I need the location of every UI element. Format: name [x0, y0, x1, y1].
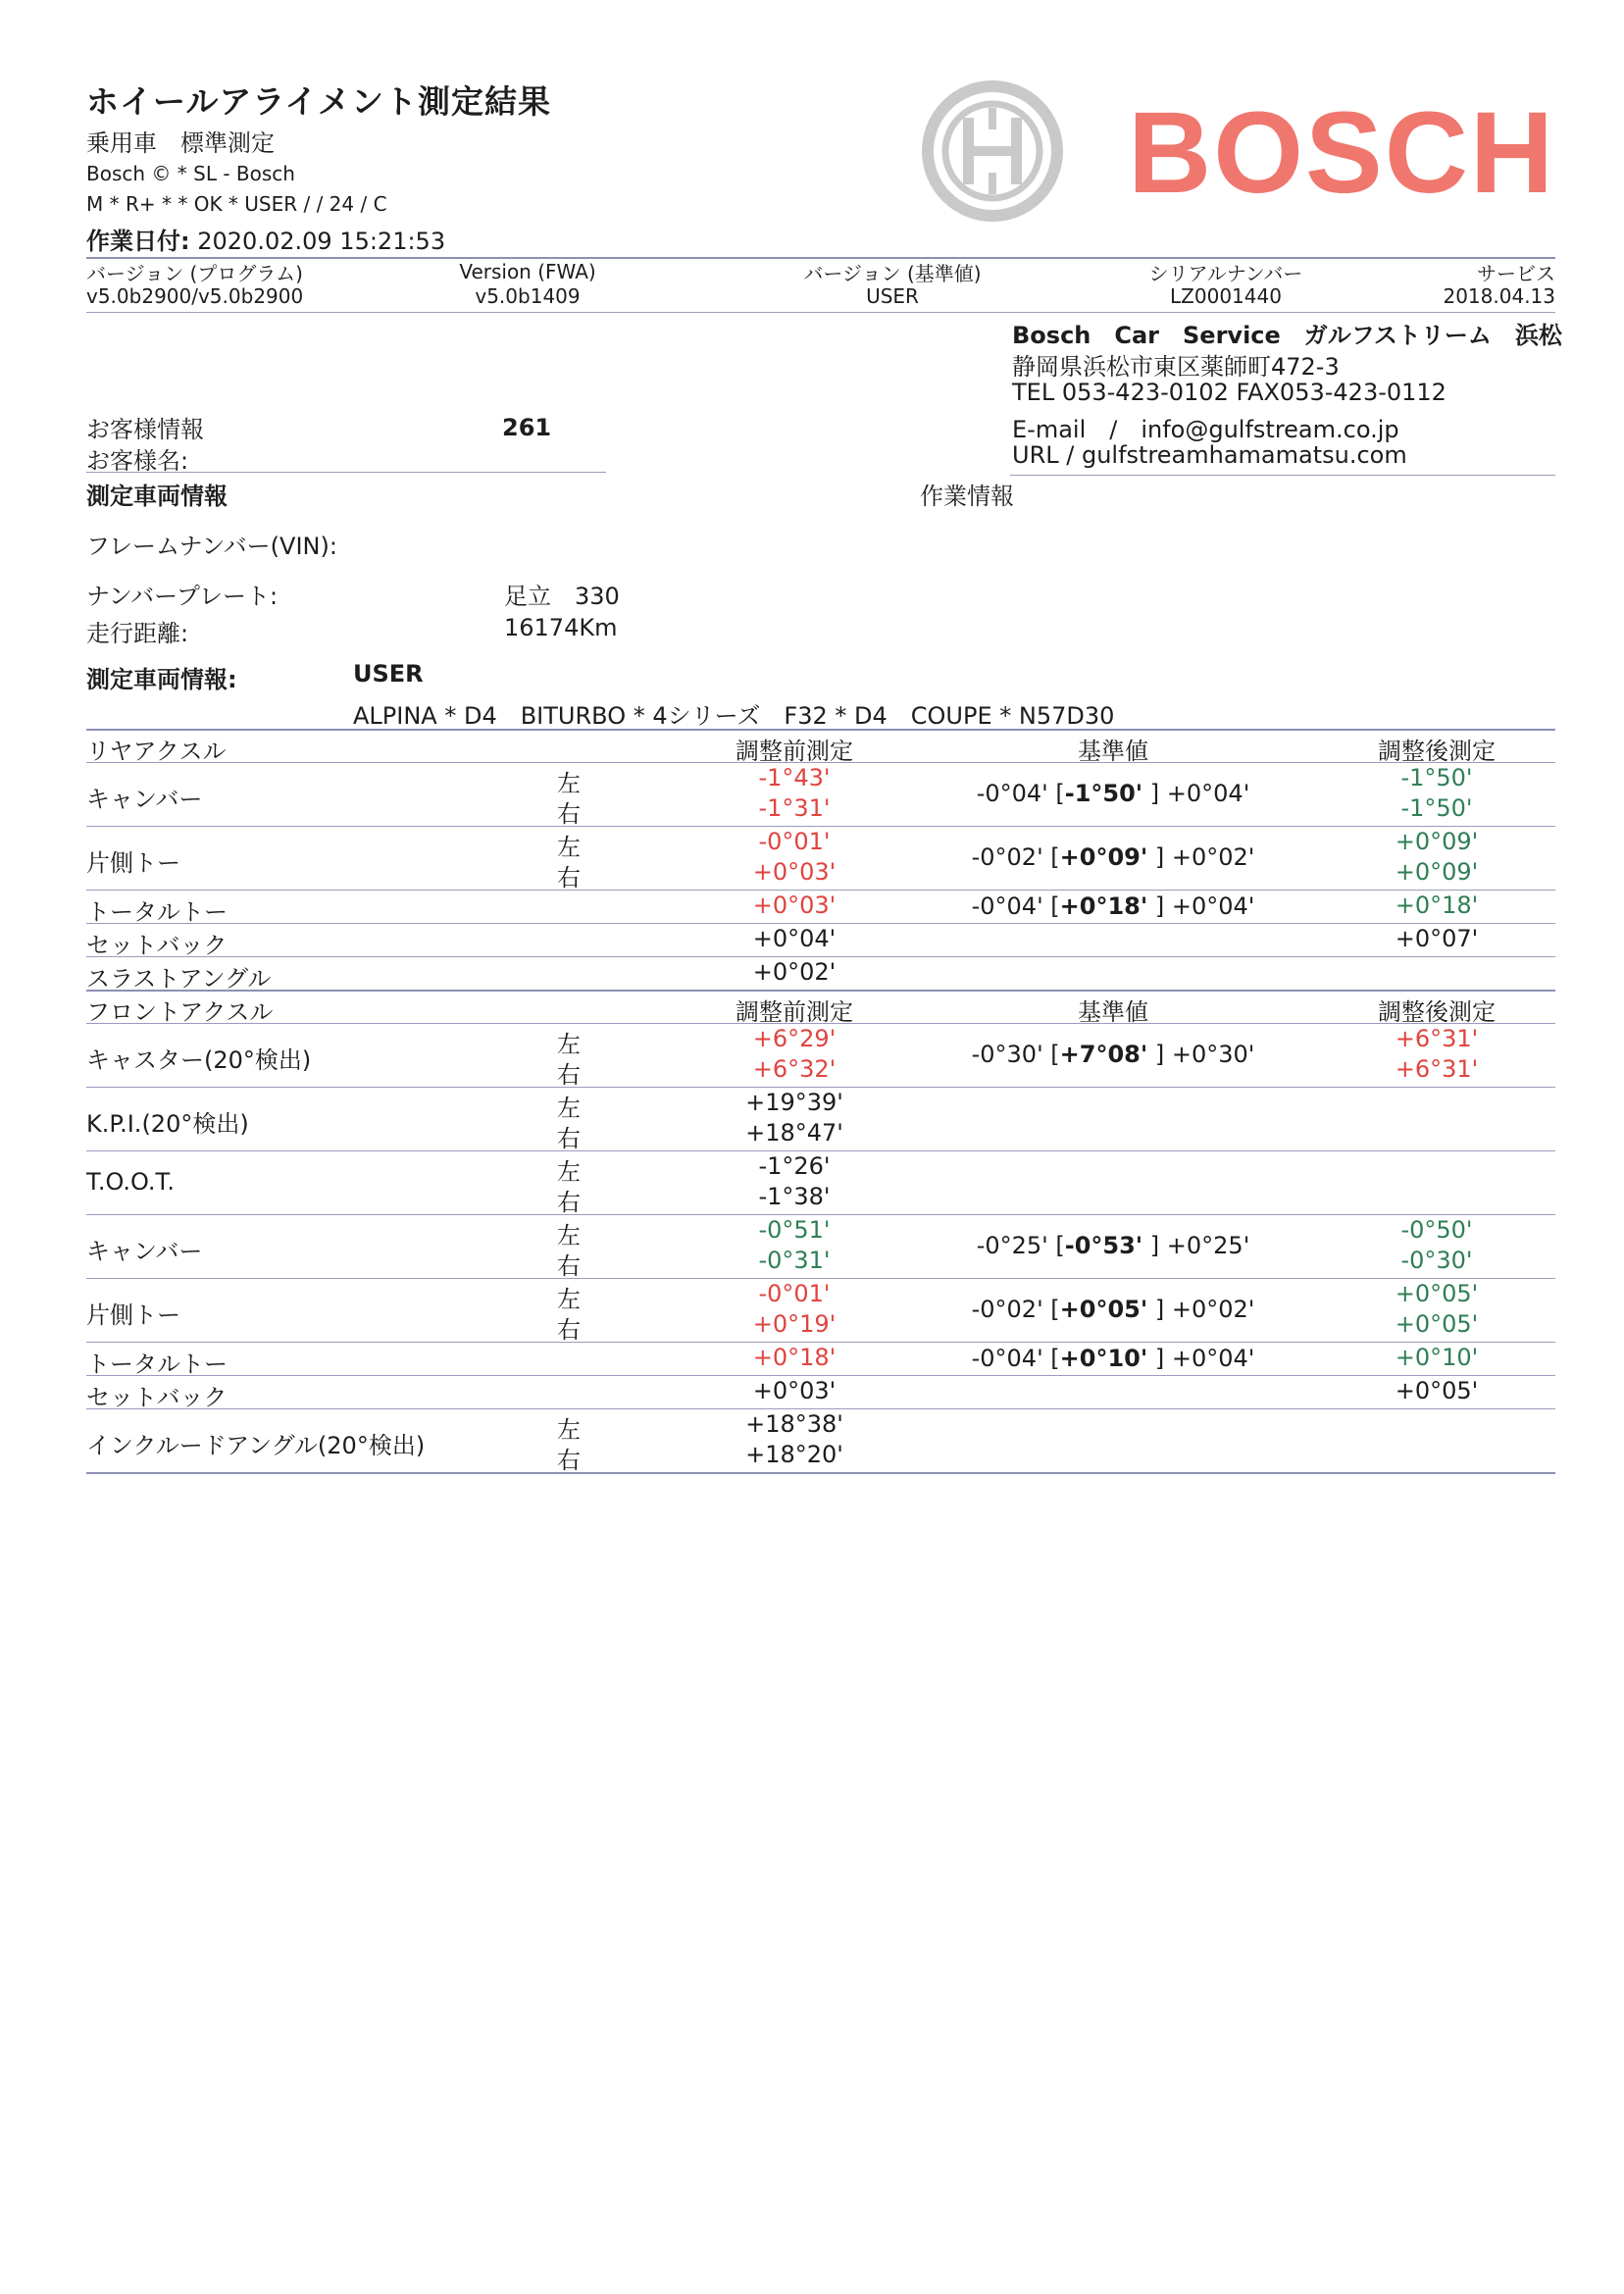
header-line-3: Bosch © * SL - Bosch [86, 162, 295, 185]
divider [86, 1150, 1555, 1151]
before-value: -1°31' [758, 794, 831, 822]
report-title: ホイールアライメント測定結果 [86, 82, 552, 121]
spec-min: -0°04' [ [971, 1344, 1060, 1372]
row-label: セットバック [86, 1383, 228, 1411]
row-label: キャスター(20°検出) [86, 1046, 312, 1074]
vehicle-info-user: USER [353, 660, 424, 688]
spec-range [941, 892, 1285, 920]
divider [86, 1214, 1555, 1215]
serial-number-value: LZ0001440 [1170, 284, 1282, 308]
before-value: +18°47' [745, 1119, 843, 1147]
before-value: +6°32' [752, 1055, 837, 1083]
front-axle-title: フロントアクスル [86, 998, 274, 1026]
report-subtitle: 乗用車 標準測定 [86, 129, 275, 157]
before-value: -0°01' [758, 828, 831, 855]
front-col-after: 調整後測定 [1378, 998, 1496, 1026]
side-left-label: 左 [557, 1416, 581, 1444]
customer-name-label: お客様名: [86, 447, 189, 475]
before-value: -1°43' [758, 764, 831, 791]
row-label: 片側トー [86, 1301, 180, 1329]
divider [86, 762, 1555, 763]
spec-nominal: +7°08' [1059, 1041, 1148, 1068]
rear-col-before: 調整前測定 [736, 738, 853, 765]
divider [86, 1408, 1555, 1409]
side-right-label: 右 [557, 1316, 581, 1344]
row-label: T.O.O.T. [86, 1168, 175, 1196]
shop-tel: TEL 053-423-0102 FAX053-423-0112 [1012, 379, 1446, 406]
divider [86, 1342, 1555, 1343]
side-right-label: 右 [557, 1189, 581, 1216]
divider [1010, 475, 1555, 476]
divider [86, 1278, 1555, 1279]
spec-nominal: +0°09' [1059, 843, 1148, 871]
side-left-label: 左 [557, 770, 581, 797]
spec-max: ] +0°02' [1147, 843, 1255, 871]
spec-max: ] +0°04' [1147, 892, 1255, 920]
bosch-logo-text: BOSCH [1128, 88, 1556, 218]
version-program-label: バージョン (プログラム) [86, 262, 303, 285]
before-value: -1°38' [758, 1183, 831, 1210]
front-col-spec: 基準値 [1078, 998, 1148, 1026]
after-value: +0°05' [1395, 1310, 1479, 1338]
spec-range [941, 1296, 1285, 1323]
spec-min: -0°04' [ [971, 892, 1060, 920]
front-col-before: 調整前測定 [736, 998, 853, 1026]
divider [86, 1087, 1555, 1088]
after-value: +0°18' [1395, 892, 1479, 919]
divider [86, 890, 1555, 891]
side-left-label: 左 [557, 1031, 581, 1058]
shop-email: E-mail / info@gulfstream.co.jp [1012, 416, 1399, 443]
rear-col-after: 調整後測定 [1378, 738, 1496, 765]
row-label: 片側トー [86, 849, 180, 877]
work-date-value: 2020.02.09 15:21:53 [197, 228, 446, 255]
customer-info-value: 261 [502, 414, 552, 441]
spec-nominal: +0°18' [1059, 892, 1148, 920]
divider [86, 729, 1555, 731]
shop-name: Bosch Car Service ガルフストリーム 浜松 [1012, 322, 1562, 349]
spec-nominal: +0°10' [1059, 1344, 1148, 1372]
spec-min: -0°04' [ [976, 780, 1065, 807]
after-value: -1°50' [1400, 764, 1473, 791]
version-spec-value: USER [866, 284, 919, 308]
rear-col-spec: 基準値 [1078, 738, 1148, 765]
work-info-title: 作業情報 [920, 483, 1014, 510]
side-left-label: 左 [557, 1222, 581, 1249]
work-date-label: 作業日付: [86, 228, 190, 255]
spec-max: ] +0°04' [1147, 1344, 1255, 1372]
spec-range [941, 1345, 1285, 1372]
before-value: +19°39' [745, 1089, 843, 1116]
spec-nominal: +0°05' [1059, 1296, 1148, 1323]
row-label: K.P.I.(20°検出) [86, 1110, 249, 1138]
after-value: +0°05' [1395, 1377, 1479, 1404]
row-label: トータルトー [86, 1350, 228, 1378]
header-line-4: M * R+ * * OK * USER / / 24 / C [86, 192, 387, 216]
service-label: サービス [1477, 262, 1555, 285]
divider [86, 1375, 1555, 1376]
after-value: +0°09' [1395, 828, 1479, 855]
row-label: キャンバー [86, 1238, 203, 1265]
plate-value: 足立 330 [504, 583, 620, 610]
before-value: +0°03' [752, 1377, 837, 1404]
after-value: +0°10' [1395, 1344, 1479, 1371]
before-value: +0°02' [752, 958, 837, 986]
side-left-label: 左 [557, 1286, 581, 1313]
side-left-label: 左 [557, 1158, 581, 1186]
spec-min: -0°25' [ [976, 1232, 1065, 1259]
version-program-value: v5.0b2900/v5.0b2900 [86, 284, 304, 308]
side-right-label: 右 [557, 1061, 581, 1089]
row-label: スラストアングル [86, 964, 272, 993]
side-right-label: 右 [557, 864, 581, 892]
spec-range [941, 843, 1285, 871]
shop-address: 静岡県浜松市東区薬師町472-3 [1012, 353, 1340, 381]
after-value: +0°09' [1395, 858, 1479, 886]
divider [86, 312, 1555, 313]
after-value: -0°50' [1400, 1216, 1473, 1244]
work-date [86, 222, 445, 256]
spec-min: -0°02' [ [971, 1296, 1060, 1323]
spec-range [941, 1232, 1285, 1259]
vehicle-section-title: 測定車両情報 [86, 483, 228, 510]
mileage-label: 走行距離: [86, 620, 189, 647]
side-right-label: 右 [557, 1125, 581, 1152]
before-value: +0°18' [752, 1344, 837, 1371]
before-value: -0°31' [758, 1247, 831, 1274]
row-label: トータルトー [86, 897, 228, 926]
before-value: +0°19' [752, 1310, 837, 1338]
divider [86, 956, 1555, 957]
spec-max: ] +0°02' [1147, 1296, 1255, 1323]
row-label: インクルードアングル(20°検出) [86, 1432, 426, 1459]
divider [86, 990, 1555, 992]
spec-max: ] +0°04' [1142, 780, 1250, 807]
spec-range [941, 1041, 1285, 1068]
spec-nominal: -0°53' [1064, 1232, 1143, 1259]
mileage-value: 16174Km [504, 614, 618, 641]
serial-number-label: シリアルナンバー [1148, 262, 1303, 285]
spec-max: ] +0°30' [1147, 1041, 1255, 1068]
after-value: -0°30' [1400, 1247, 1473, 1274]
spec-range [941, 780, 1285, 807]
row-label: セットバック [86, 931, 228, 959]
service-value: 2018.04.13 [1443, 284, 1555, 308]
after-value: +0°05' [1395, 1280, 1479, 1307]
divider [86, 1472, 1555, 1474]
side-left-label: 左 [557, 1095, 581, 1122]
version-fwa-label: Version (FWA) [459, 260, 596, 283]
before-value: +0°03' [752, 858, 837, 886]
spec-max: ] +0°25' [1142, 1232, 1250, 1259]
before-value: +0°03' [752, 892, 837, 919]
divider [86, 826, 1555, 827]
row-label: キャンバー [86, 786, 203, 813]
version-spec-label: バージョン (基準値) [803, 262, 982, 285]
spec-nominal: -1°50' [1064, 780, 1143, 807]
before-value: -0°51' [758, 1216, 831, 1244]
side-right-label: 右 [557, 800, 581, 828]
divider [86, 923, 1555, 924]
vin-label: フレームナンバー(VIN): [86, 533, 337, 560]
version-fwa-value: v5.0b1409 [475, 284, 581, 308]
shop-url: URL / gulfstreamhamamatsu.com [1012, 441, 1407, 469]
after-value: +0°07' [1395, 925, 1479, 952]
divider [86, 472, 606, 473]
before-value: +6°29' [752, 1025, 837, 1052]
after-value: +6°31' [1395, 1025, 1479, 1052]
vehicle-info-label: 測定車両情報: [86, 666, 237, 693]
vehicle-model: ALPINA * D4 BITURBO * 4シリーズ F32 * D4 COUPE * N57D30 [353, 702, 1115, 730]
side-right-label: 右 [557, 1252, 581, 1280]
after-value: -1°50' [1400, 794, 1473, 822]
before-value: +18°20' [745, 1441, 843, 1468]
bosch-armature-logo-icon [920, 78, 1065, 224]
side-left-label: 左 [557, 834, 581, 861]
spec-min: -0°30' [ [971, 1041, 1060, 1068]
plate-label: ナンバープレート: [86, 583, 279, 610]
before-value: -0°01' [758, 1280, 831, 1307]
side-right-label: 右 [557, 1447, 581, 1474]
divider [86, 1023, 1555, 1024]
after-value: +6°31' [1395, 1055, 1479, 1083]
spec-min: -0°02' [ [971, 843, 1060, 871]
before-value: +0°04' [752, 925, 837, 952]
before-value: +18°38' [745, 1410, 843, 1438]
customer-info-label: お客様情報 [86, 416, 204, 443]
rear-axle-title: リヤアクスル [86, 738, 227, 765]
before-value: -1°26' [758, 1152, 831, 1180]
